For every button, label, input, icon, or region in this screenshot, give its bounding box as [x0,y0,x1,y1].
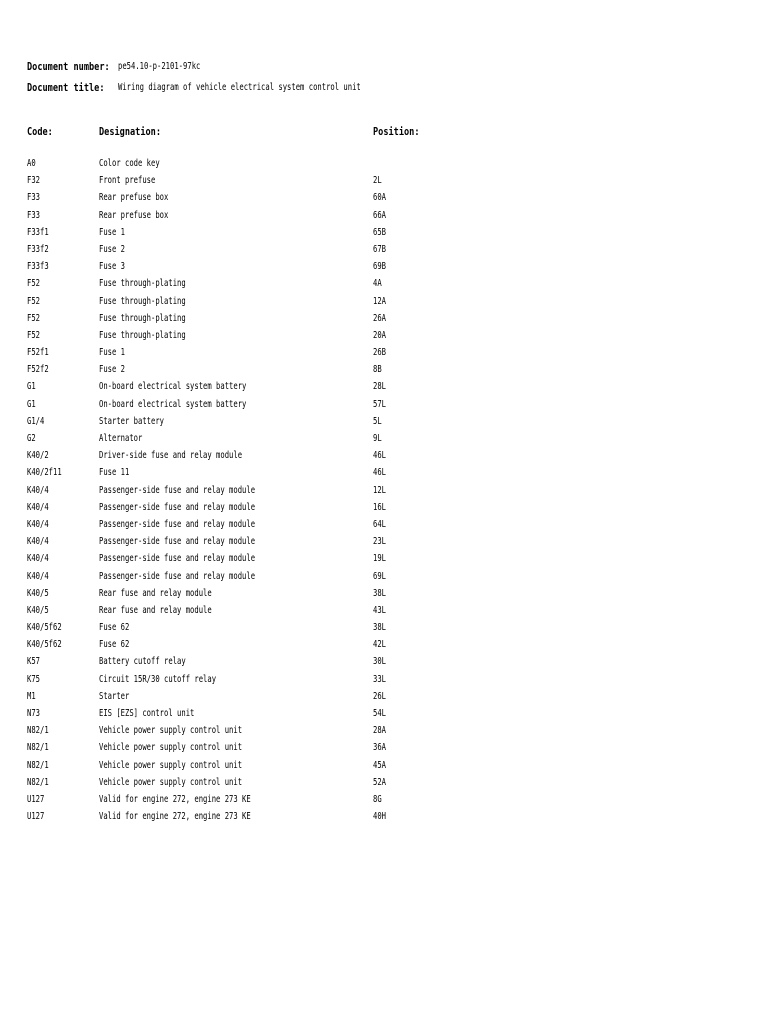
table-row [0,722,768,739]
designation-cell: Fuse 2 [99,364,126,376]
code-cell: K57 [27,656,41,668]
table-row [0,155,768,172]
code-cell: F33f3 [27,261,49,273]
designation-cell: Valid for engine 272, engine 273 KE [99,793,251,805]
table-row [0,705,768,722]
position-cell: 23L [373,536,387,548]
table-row [0,774,768,791]
code-cell: N73 [27,708,41,719]
code-cell: A0 [27,158,36,169]
table-row [0,241,768,258]
position-cell: 26L [373,690,387,702]
table-row [0,224,768,241]
position-cell: 40H [373,811,387,823]
table-row [0,172,768,189]
code-cell: K40/4 [27,570,49,582]
designation-cell: Passenger-side fuse and relay module [99,570,256,582]
code-cell: K40/4 [27,518,49,530]
position-column-header: Position: [373,125,420,138]
code-cell: F33f2 [27,243,49,255]
code-cell: K40/5 [27,587,49,599]
table-header [0,124,768,140]
table-row [0,293,768,310]
code-cell: N82/1 [27,759,49,771]
designation-cell: Passenger-side fuse and relay module [99,484,256,496]
code-cell: F32 [27,175,41,187]
code-cell: M1 [27,690,36,702]
table-row [0,447,768,464]
table-row [0,550,768,567]
position-cell: 54L [373,708,387,719]
table-row [0,653,768,670]
designation-cell: Battery cutoff relay [99,656,186,668]
code-cell: K40/4 [27,536,49,548]
designation-cell: Fuse through-plating [99,295,186,307]
position-cell: 42L [373,639,387,651]
designation-cell: Passenger-side fuse and relay module [99,518,256,530]
position-cell: 46L [373,450,387,462]
table-row [0,619,768,636]
position-cell: 64L [373,518,387,530]
code-cell: K40/4 [27,501,49,513]
position-cell: 57L [373,398,387,410]
table-row [0,430,768,447]
code-cell: N82/1 [27,776,49,788]
position-cell: 28L [373,381,387,393]
designation-cell: Vehicle power supply control unit [99,759,243,771]
position-cell: 66A [373,209,387,221]
designation-cell: Vehicle power supply control unit [99,725,243,737]
code-cell: K40/5 [27,604,49,616]
position-cell: 2L [373,175,382,187]
table-row [0,482,768,499]
designation-column-header: Designation: [99,125,161,138]
designation-cell: Fuse 11 [99,467,130,479]
designation-cell: Front prefuse [99,175,156,187]
table-row [0,568,768,585]
code-cell: U127 [27,811,45,823]
table-row [0,636,768,653]
table-row [0,275,768,292]
code-cell: F52f2 [27,364,49,376]
designation-cell: Fuse 62 [99,622,130,634]
table-row [0,189,768,206]
table-row [0,344,768,361]
position-cell: 65B [373,226,387,238]
position-cell: 38L [373,622,387,634]
designation-cell: Rear prefuse box [99,209,169,221]
table-row [0,585,768,602]
designation-cell: Circuit 15R/30 cutoff relay [99,673,217,685]
code-cell: F33f1 [27,226,49,238]
position-cell: 5L [373,415,382,427]
code-cell: F52 [27,312,41,324]
position-cell: 46L [373,467,387,479]
code-cell: G2 [27,433,36,444]
document-number-label: Document number: [27,60,110,73]
table-row [0,602,768,619]
code-cell: K40/2 [27,450,49,462]
designation-cell: Fuse 1 [99,347,126,359]
table-row [0,413,768,430]
designation-cell: Rear prefuse box [99,192,169,204]
component-list [0,155,768,825]
designation-cell: Alternator [99,433,143,444]
code-cell: K40/4 [27,553,49,565]
position-cell: 33L [373,673,387,685]
designation-cell: Passenger-side fuse and relay module [99,536,256,548]
position-cell: 38L [373,587,387,599]
position-cell: 8G [373,793,382,805]
code-cell: G1 [27,381,36,393]
designation-cell: Color code key [99,158,160,169]
code-cell: K40/4 [27,484,49,496]
document-title-value: Wiring diagram of vehicle electrical system control unit [118,82,361,93]
position-cell: 30L [373,656,387,668]
code-cell: F33 [27,209,41,221]
designation-cell: Fuse through-plating [99,312,186,324]
designation-cell: Fuse 62 [99,639,130,651]
table-row [0,207,768,224]
designation-cell: Fuse through-plating [99,278,186,290]
table-row [0,516,768,533]
designation-cell: Rear fuse and relay module [99,587,212,599]
designation-cell: EIS [EZS] control unit [99,708,195,719]
code-cell: F52f1 [27,347,49,359]
table-row [0,688,768,705]
table-row [0,258,768,275]
position-cell: 43L [373,604,387,616]
code-cell: F52 [27,295,41,307]
code-cell: K40/5f62 [27,639,62,651]
code-cell: K40/2f11 [27,467,62,479]
designation-cell: Driver-side fuse and relay module [99,450,243,462]
table-row [0,499,768,516]
designation-cell: Passenger-side fuse and relay module [99,553,256,565]
table-row [0,310,768,327]
code-cell: U127 [27,793,45,805]
position-cell: 60A [373,192,387,204]
designation-cell: Starter battery [99,415,165,427]
code-column-header: Code: [27,125,53,138]
position-cell: 12A [373,295,387,307]
table-row [0,671,768,688]
code-cell: N82/1 [27,725,49,737]
designation-cell: On-board electrical system battery [99,381,247,393]
designation-cell: On-board electrical system battery [99,398,247,410]
code-cell: N82/1 [27,742,49,754]
position-cell: 69B [373,261,387,273]
designation-cell: Fuse through-plating [99,329,186,341]
position-cell: 69L [373,570,387,582]
table-row [0,739,768,756]
code-cell: G1 [27,398,36,410]
table-row [0,378,768,395]
position-cell: 8B [373,364,382,376]
code-cell: F52 [27,329,41,341]
position-cell: 67B [373,243,387,255]
designation-cell: Vehicle power supply control unit [99,742,243,754]
code-cell: F52 [27,278,41,290]
position-cell: 26B [373,347,387,359]
table-row [0,464,768,481]
position-cell: 12L [373,484,387,496]
table-row [0,361,768,378]
table-row [0,327,768,344]
position-cell: 4A [373,278,382,290]
position-cell: 52A [373,776,387,788]
designation-cell: Fuse 2 [99,243,126,255]
position-cell: 45A [373,759,387,771]
position-cell: 36A [373,742,387,754]
code-cell: F33 [27,192,41,204]
position-cell: 19L [373,553,387,565]
table-row [0,396,768,413]
designation-cell: Fuse 1 [99,226,126,238]
code-cell: G1/4 [27,415,45,427]
designation-cell: Passenger-side fuse and relay module [99,501,256,513]
table-row [0,791,768,808]
position-cell: 20A [373,329,387,341]
designation-cell: Rear fuse and relay module [99,604,212,616]
designation-cell: Vehicle power supply control unit [99,776,243,788]
position-cell: 28A [373,725,387,737]
table-row [0,808,768,825]
document-number-value: pe54.10-p-2101-97kc [118,61,201,72]
designation-cell: Starter [99,690,130,702]
table-row [0,757,768,774]
code-cell: K40/5f62 [27,622,62,634]
code-cell: K75 [27,673,41,685]
position-cell: 9L [373,433,382,444]
document-title-label: Document title: [27,81,105,94]
table-row [0,533,768,550]
designation-cell: Fuse 3 [99,261,126,273]
position-cell: 26A [373,312,387,324]
position-cell: 16L [373,501,387,513]
designation-cell: Valid for engine 272, engine 273 KE [99,811,251,823]
